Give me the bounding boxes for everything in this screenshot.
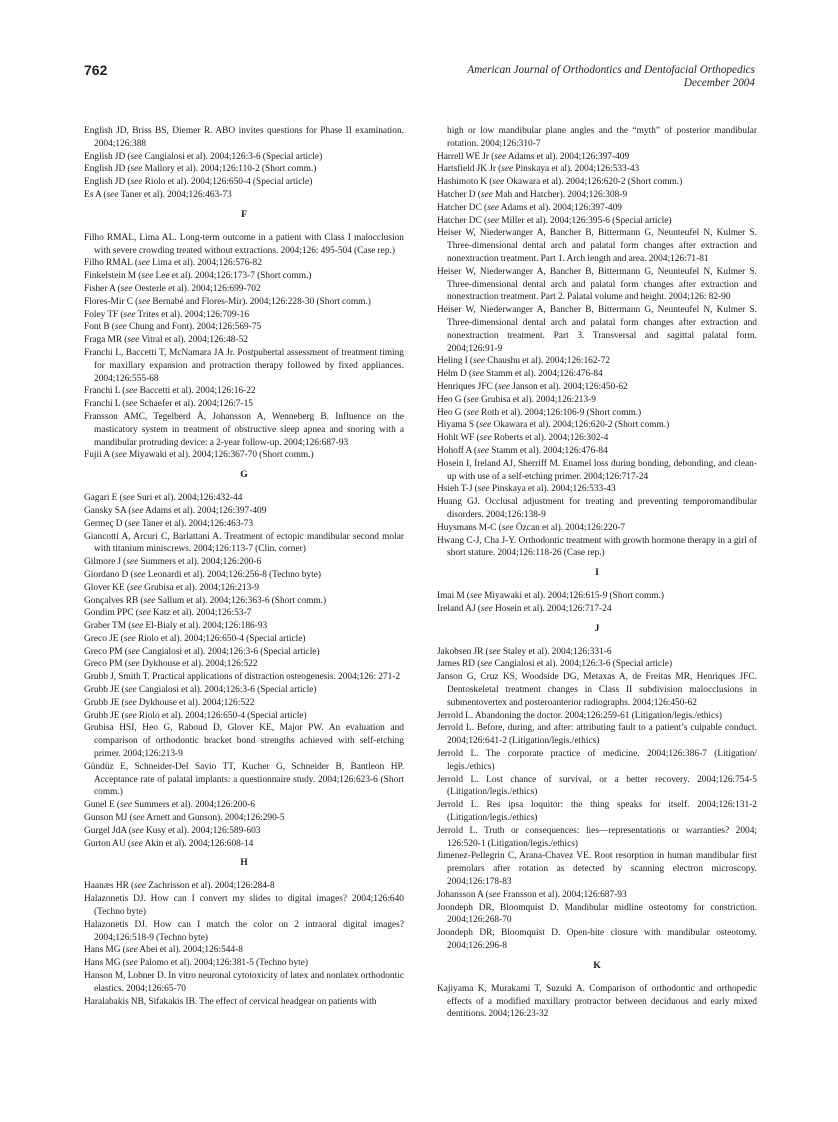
index-entry: Jerrold L. Before, during, and after: attributing fault to a patient’s culpable conduct. 2004;126:641-2 (Litigation/legis./ethics)	[437, 723, 757, 747]
page-number: 762	[84, 62, 108, 78]
journal-title: American Journal of Orthodontics and Dentofacial Orthopedics	[467, 64, 755, 76]
index-entry: Hsieh T-J (see Pinskaya et al). 2004;126:533-43	[437, 484, 616, 495]
index-entry: Grubisa HSI, Heo G, Raboud D, Glover KE, Major PW. An evaluation and comparison of orthodontic bracket bond strengths achieved with self-etching primer. 2004;126:213-9	[84, 723, 404, 760]
index-entry: Hans MG (see Abei et al). 2004;126:544-8	[84, 945, 243, 956]
index-entry: Franchi L (see Baccetti et al). 2004;126:16-22	[84, 386, 256, 397]
index-entry: Jerrold L. Abandoning the doctor. 2004;126:259-61 (Litigation/legis./ethics)	[437, 710, 722, 721]
index-entry: Huang GJ. Occlusal adjustment for treating and preventing temporomandibular disorders. 2004;126:138-9	[437, 497, 757, 520]
index-entry: Jerrold L. Res ipsa loquitor: the thing speaks for itself. 2004;126:131-2 (Litigation/legis./ethics)	[437, 800, 757, 824]
index-entry: Gurton AU (see Akin et al). 2004;126:608-14	[84, 838, 254, 849]
index-entry: Helm D (see Stamm et al). 2004;126:476-84	[437, 369, 603, 380]
index-entry: Gagari E (see Suri et al). 2004;126:432-44	[84, 493, 243, 504]
index-entry: Janson G, Cruz KS, Woodside DG, Metaxas A, de Freitas MR, Henriques JFC. Dentoskeletal treatment changes in Class II subdivision malocclusions in submentovertex and posteroanterior radiographs. 2004;126:450-62	[437, 672, 757, 708]
index-entry: Hatcher DC (see Adams et al). 2004;126:397-409	[437, 202, 622, 213]
index-entry: Jerrold L. Truth or consequences: lies—representations or warranties? 2004; 126:520-1 (Litigation/legis./ethics)	[437, 825, 757, 849]
index-entry: Heo G (see Roth et al). 2004;126:106-9 (Short comm.)	[437, 407, 642, 418]
index-column-left	[84, 125, 404, 1008]
index-entry: Fraga MR (see Vitral et al). 2004;126:48-52	[84, 335, 248, 346]
index-entry: Es A (see Taner et al). 2004;126:463-73	[84, 189, 232, 200]
index-entry: Hohoff A (see Stamm et al). 2004;126:476-84	[437, 445, 608, 456]
index-entry: Fransson AMC, Tegelberd Å, Johansson A, Wenneberg B. Influence on the masticatory system in treatment of obstructive sleep apnea and snoring with a mandibular protruding device: a 2-year follow-up. 2004;126:687-93	[84, 411, 404, 448]
index-entry: Harrell WE Jr (see Adams et al). 2004;126:397-409	[437, 151, 630, 162]
index-entry: Gondim PPC (see Katz et al). 2004;126:53-7	[84, 608, 252, 619]
index-entry: Huysmans M-C (see Özcan et al). 2004;126:220-7	[437, 522, 626, 533]
section-letter-g: G	[240, 469, 248, 481]
index-entry: Glover KE (see Grubisa et al). 2004;126:213-9	[84, 582, 260, 593]
index-entry: Franchi L (see Schaefer et al). 2004;126:7-15	[84, 399, 253, 410]
issue-date: December 2004	[683, 77, 755, 89]
index-entry: Hiyama S (see Okawara et al). 2004;126:620-2 (Short comm.)	[437, 420, 670, 431]
index-entry: Gonçalves RB (see Sallum et al). 2004;126:363-6 (Short comm.)	[84, 595, 327, 606]
index-entry: Font B (see Chung and Font). 2004;126:569-75	[84, 322, 262, 333]
index-entry: Foley TF (see Trites et al). 2004;126:709-16	[84, 309, 250, 320]
index-entry: Halazonetis DJ. How can I match the color on 2 intraoral digital images? 2004;126:518-9 (Techno byte)	[84, 919, 404, 943]
index-entry: Heo G (see Grubisa et al). 2004;126:213-9	[437, 394, 596, 405]
index-entry: Gunel E (see Summers et al). 2004;126:200-6	[84, 800, 255, 811]
index-entry: Giordano D (see Leonardi et al). 2004;126:256-8 (Techno byte)	[84, 569, 322, 580]
index-entry: Hatcher DC (see Miller et al). 2004;126:395-6 (Special article)	[437, 215, 672, 226]
index-entry: Heiser W, Niederwanger A, Bancher B, Bittermann G, Neunteufel N, Kulmer S. Three-dimensional dental arch and palatal form changes after extraction and nonextraction treatment. Part 2. Palatal volume and height. 2004;126: 82-90	[437, 266, 757, 303]
index-entry: Haralabakis NB, Sifakakis IB. The effect of cervical headgear on patients with	[84, 996, 377, 1007]
running-header	[355, 64, 755, 90]
index-entry: Greco JE (see Riolo et al). 2004;126:650-4 (Special article)	[84, 633, 306, 644]
index-entry: English JD (see Mallory et al). 2004;126:110-2 (Short comm.)	[84, 164, 317, 175]
section-letter-f: F	[241, 208, 247, 220]
index-entry: Hwang C-J, Cha J-Y. Orthodontic treatment with growth hormone therapy in a girl of short stature. 2004;126:118-26 (Case rep.)	[437, 535, 757, 559]
index-entry: Finkelstein M (see Lee et al). 2004;126:173-7 (Short comm.)	[84, 271, 312, 282]
index-entry: Kajiyama K, Murakami T, Suzuki A. Comparison of orthodontic and orthopedic effects of a modified maxillary protractor between deciduous and early mixed dentitions. 2004;126:23-32	[437, 983, 757, 1020]
index-entry: Hanson M, Lobner D. In vitro neuronal cytotoxicity of latex and nonlatex orthodontic elastics. 2004;126:65-70	[84, 971, 404, 994]
index-entry: Jakobsen JR (see Staley et al). 2004;126:331-6	[437, 646, 612, 657]
index-entry: Germeç D (see Taner et al). 2004;126:463-73	[84, 518, 254, 529]
index-entry: Grubb JE (see Cangialosi et al). 2004;126:3-6 (Special article)	[84, 685, 317, 696]
index-entry: Filho RMAL (see Lima et al). 2004;126:576-82	[84, 258, 262, 269]
index-entry: Fujii A (see Miyawaki et al). 2004;126:367-70 (Short comm.)	[84, 450, 314, 461]
index-entry: Grubb JE (see Riolo et al). 2004;126:650-4 (Special article)	[84, 710, 307, 721]
section-letter-k: K	[593, 959, 601, 971]
index-entry: Jimenez-Pellegrin C, Arana-Chavez VE. Root resorption in human mandibular first premolars after rotation as detected by scanning electron microscopy. 2004;126:178-83	[437, 851, 757, 888]
index-entry: Filho RMAL, Lima AL. Long-term outcome in a patient with Class I malocclusion with severe crowding treated without extractions. 2004;126: 495-504 (Case rep.)	[84, 232, 404, 256]
index-entry: Giancotti A, Arcuri C, Barlattani A. Treatment of ectopic mandibular second molar with titanium miniscrews. 2004;126:113-7 (Clin. corner)	[84, 531, 404, 555]
index-entry: Franchi L, Baccetti T, McNamara JA Jr. Postpubertal assessment of treatment timing for maxillary expansion and protraction therapy followed by fixed appliances. 2004;126:555-68	[84, 347, 404, 384]
index-entry: Graber TM (see El-Bialy et al). 2004;126:186-93	[84, 621, 268, 632]
index-entry: English JD (see Cangialosi et al). 2004;126:3-6 (Special article)	[84, 151, 323, 162]
index-entry-continued: high or low mandibular plane angles and the “myth” of posterior mandibular rotation. 2004;126:310-7	[447, 126, 757, 149]
index-entry: Heiser W, Niederwanger A, Bancher B, Bittermann G, Neunteufel N, Kulmer S. Three-dimensional dental arch and palatal form changes after extraction and nonextraction treatment. Part 1. Arch length and area. 2004;126:71-81	[437, 228, 757, 264]
index-entry: Grubb JE (see Dykhouse et al). 2004;126:522	[84, 697, 255, 708]
index-entry: Hohlt WF (see Roberts et al). 2004;126:302-4	[437, 433, 609, 444]
index-entry: Fisher A (see Oesterle et al). 2004;126:699-702	[84, 283, 261, 294]
index-entry: Jerrold L. The corporate practice of medicine. 2004;126:386-7 (Litigation/ legis./ethics)	[437, 749, 757, 772]
index-entry: Hartsfield JK Jr (see Pinskaya et al). 2004;126:533-43	[437, 164, 640, 175]
index-entry: Hashimoto K (see Okawara et al). 2004;126:620-2 (Short comm.)	[437, 177, 683, 188]
index-entry: Greco PM (see Dykhouse et al). 2004;126:522	[84, 659, 258, 670]
index-entry: Jerrold L. Lost chance of survival, or a better recovery. 2004;126:754-5 (Litigation/legis./ethics)	[437, 774, 757, 798]
index-entry: Grubb J, Smith T. Practical applications of distraction osteogenesis. 2004;126: 271-2	[84, 672, 401, 683]
index-entry: Gansky SA (see Adams et al). 2004;126:397-409	[84, 505, 267, 516]
section-letter-h: H	[240, 857, 248, 869]
index-entry: Gilmore J (see Summers et al). 2004;126:200-6	[84, 557, 262, 568]
index-entry: Johansson A (see Fransson et al). 2004;126:687-93	[437, 889, 627, 900]
index-entry: Hatcher D (see Mah and Hatcher). 2004;126:308-9	[437, 189, 628, 200]
index-entry: Henriques JFC (see Janson et al). 2004;126:450-62	[437, 381, 628, 392]
index-entry: James RD (see Cangialosi et al). 2004;126:3-6 (Special article)	[437, 659, 673, 670]
index-entry: Ireland AJ (see Hosein et al). 2004;126:717-24	[437, 603, 612, 614]
index-entry: Gurgel JdA (see Kusy et al). 2004;126:589-603	[84, 825, 261, 836]
index-entry: Haanæs HR (see Zachrisson et al). 2004;126:284-8	[84, 881, 275, 892]
index-entry: Halazonetis DJ. How can I convert my slides to digital images? 2004;126:640 (Techno byte)	[84, 894, 404, 918]
index-entry: Hosein I, Ireland AJ, Sherriff M. Enamel loss during bonding, debonding, and clean-up with use of a self-etching primer. 2004;126:717-24	[437, 458, 757, 482]
index-entry: English JD, Briss BS, Diemer R. ABO invites questions for Phase II examination. 2004;126:388	[84, 126, 404, 149]
section-letter-i: I	[595, 567, 599, 579]
index-entry: Heiser W, Niederwanger A, Bancher B, Bittermann G, Neunteufel N, Kulmer S. Three-dimensional dental arch and palatal form changes after extraction and nonextraction treatment. Part 3. Transversal and sagittal palatal form. 2004;126:91-9	[437, 305, 757, 354]
index-entry: English JD (see Riolo et al). 2004;126:650-4 (Special article)	[84, 177, 313, 188]
index-entry: Imai M (see Miyawaki et al). 2004;126:615-9 (Short comm.)	[437, 591, 665, 602]
index-entry: Gunson MJ (see Arnett and Gunson). 2004;126:290-5	[84, 813, 285, 824]
index-column-right	[437, 125, 757, 1021]
index-entry: Gündüz E, Schneider-Del Savio TT, Kucher G, Schneider B, Bantleon HP. Acceptance rate of palatal implants: a questionnaire study. 2004;126:623-6 (Short comm.)	[84, 761, 404, 798]
index-entry: Greco PM (see Cangialosi et al). 2004;126:3-6 (Special article)	[84, 646, 320, 657]
index-entry: Heling I (see Chaushu et al). 2004;126:162-72	[437, 356, 611, 367]
index-entry: Hans MG (see Palomo et al). 2004;126:381-5 (Techno byte)	[84, 958, 309, 969]
index-entry: Joondeph DR, Bloomquist D. Open-bite closure with mandibular osteotomy. 2004;126:296-8	[437, 928, 757, 952]
index-entry: Flores-Mir C (see Bernabé and Flores-Mir). 2004;126:228-30 (Short comm.)	[84, 296, 371, 307]
index-entry: Joondeph DR, Bloomquist D. Mandibular midline osteotomy for constriction. 2004;126:268-70	[437, 902, 757, 926]
section-letter-j: J	[594, 622, 600, 634]
